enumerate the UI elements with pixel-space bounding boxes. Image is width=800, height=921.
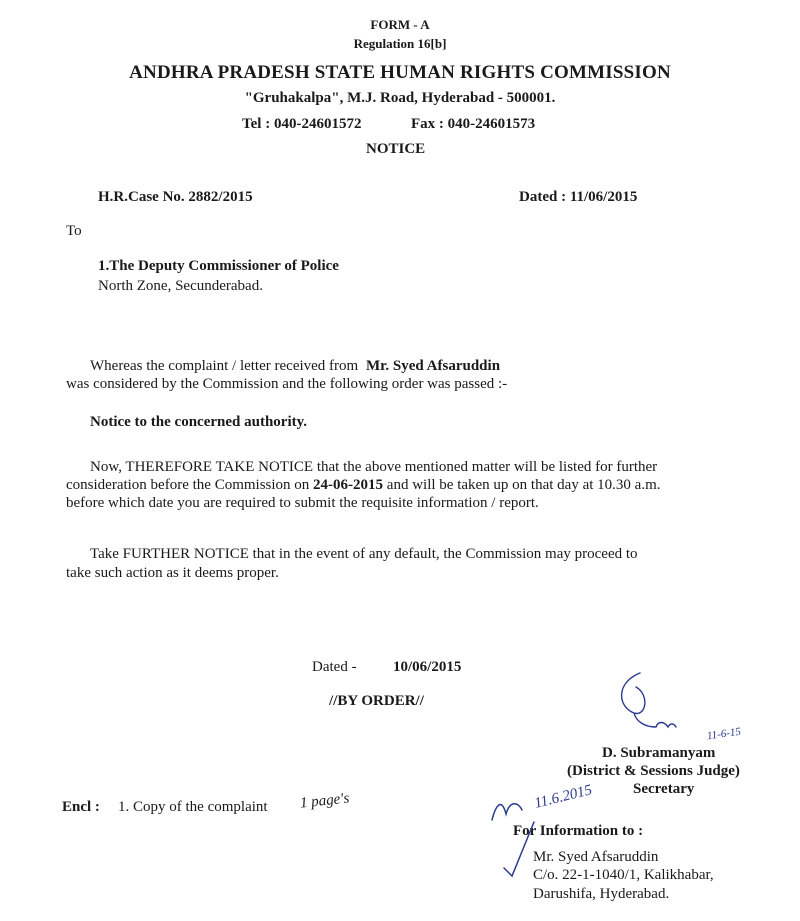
signature-date-note: 11-6-15 [706,725,742,743]
info-line2: C/o. 22-1-1040/1, Kalikhabar, [533,867,714,883]
body-p3-line1: Take FURTHER NOTICE that in the event of any default, the Commission may proceed to [90,546,638,562]
enclosure-label: Encl : [62,799,100,815]
info-label: For Information to : [513,823,644,839]
to-label: To [66,223,82,239]
complainant-name: Mr. Syed Afsaruddin [365,358,501,374]
case-dated: Dated : 11/06/2015 [519,189,638,205]
body-p2-line2 [66,477,660,494]
fax-number: Fax : 040-24601573 [411,116,536,132]
signatory-designation: (District & Sessions Judge) [567,763,740,779]
body-p2-line1: Now, THEREFORE TAKE NOTICE that the above mentioned matter will be listed for further [90,459,658,475]
received-date-note: 11.6.2015 [532,782,594,812]
enclosure-item: 1. Copy of the complaint [118,799,268,815]
order-dated-label: Dated - [312,659,357,675]
body-p2-line3: before which date you are required to submit the requisite information / report. [66,495,539,511]
form-label: FORM - A [370,17,430,32]
signatory-name: D. Subramanyam [602,745,716,761]
recipient-name: 1.The Deputy Commissioner of Police [98,258,339,274]
order-text: Notice to the concerned authority. [90,414,308,430]
body-p3-line2: take such action as it deems proper. [66,565,279,581]
info-line3: Darushifa, Hyderabad. [533,886,670,902]
org-address: "Gruhakalpa", M.J. Road, Hyderabad - 500001. [244,90,556,106]
hearing-date: 24-06-2015 [313,477,384,493]
recipient-place: North Zone, Secunderabad. [98,278,263,294]
info-line1: Mr. Syed Afsaruddin [533,849,659,865]
signature-scribble [600,665,680,745]
body-p2-prefix: consideration before the Commission on [66,477,310,493]
body-p1-prefix: Whereas the complaint / letter received from [90,358,359,374]
regulation-label: Regulation 16[b] [353,36,447,51]
org-title: ANDHRA PRADESH STATE HUMAN RIGHTS COMMISSION [129,62,671,83]
order-dated-value: 10/06/2015 [393,659,462,675]
enclosure-handwritten-note: 1 page's [299,790,351,812]
notice-title: NOTICE [366,141,426,157]
by-order: //BY ORDER// [329,693,424,709]
case-number: H.R.Case No. 2882/2015 [98,189,253,205]
body-p1-line2: was considered by the Commission and the following order was passed :- [66,376,508,392]
signatory-role: Secretary [633,781,695,797]
body-p1-line1 [90,358,500,375]
tel-number: Tel : 040-24601572 [242,116,362,132]
body-p2-suffix: and will be taken up on that day at 10.30 a.m. [386,477,661,493]
